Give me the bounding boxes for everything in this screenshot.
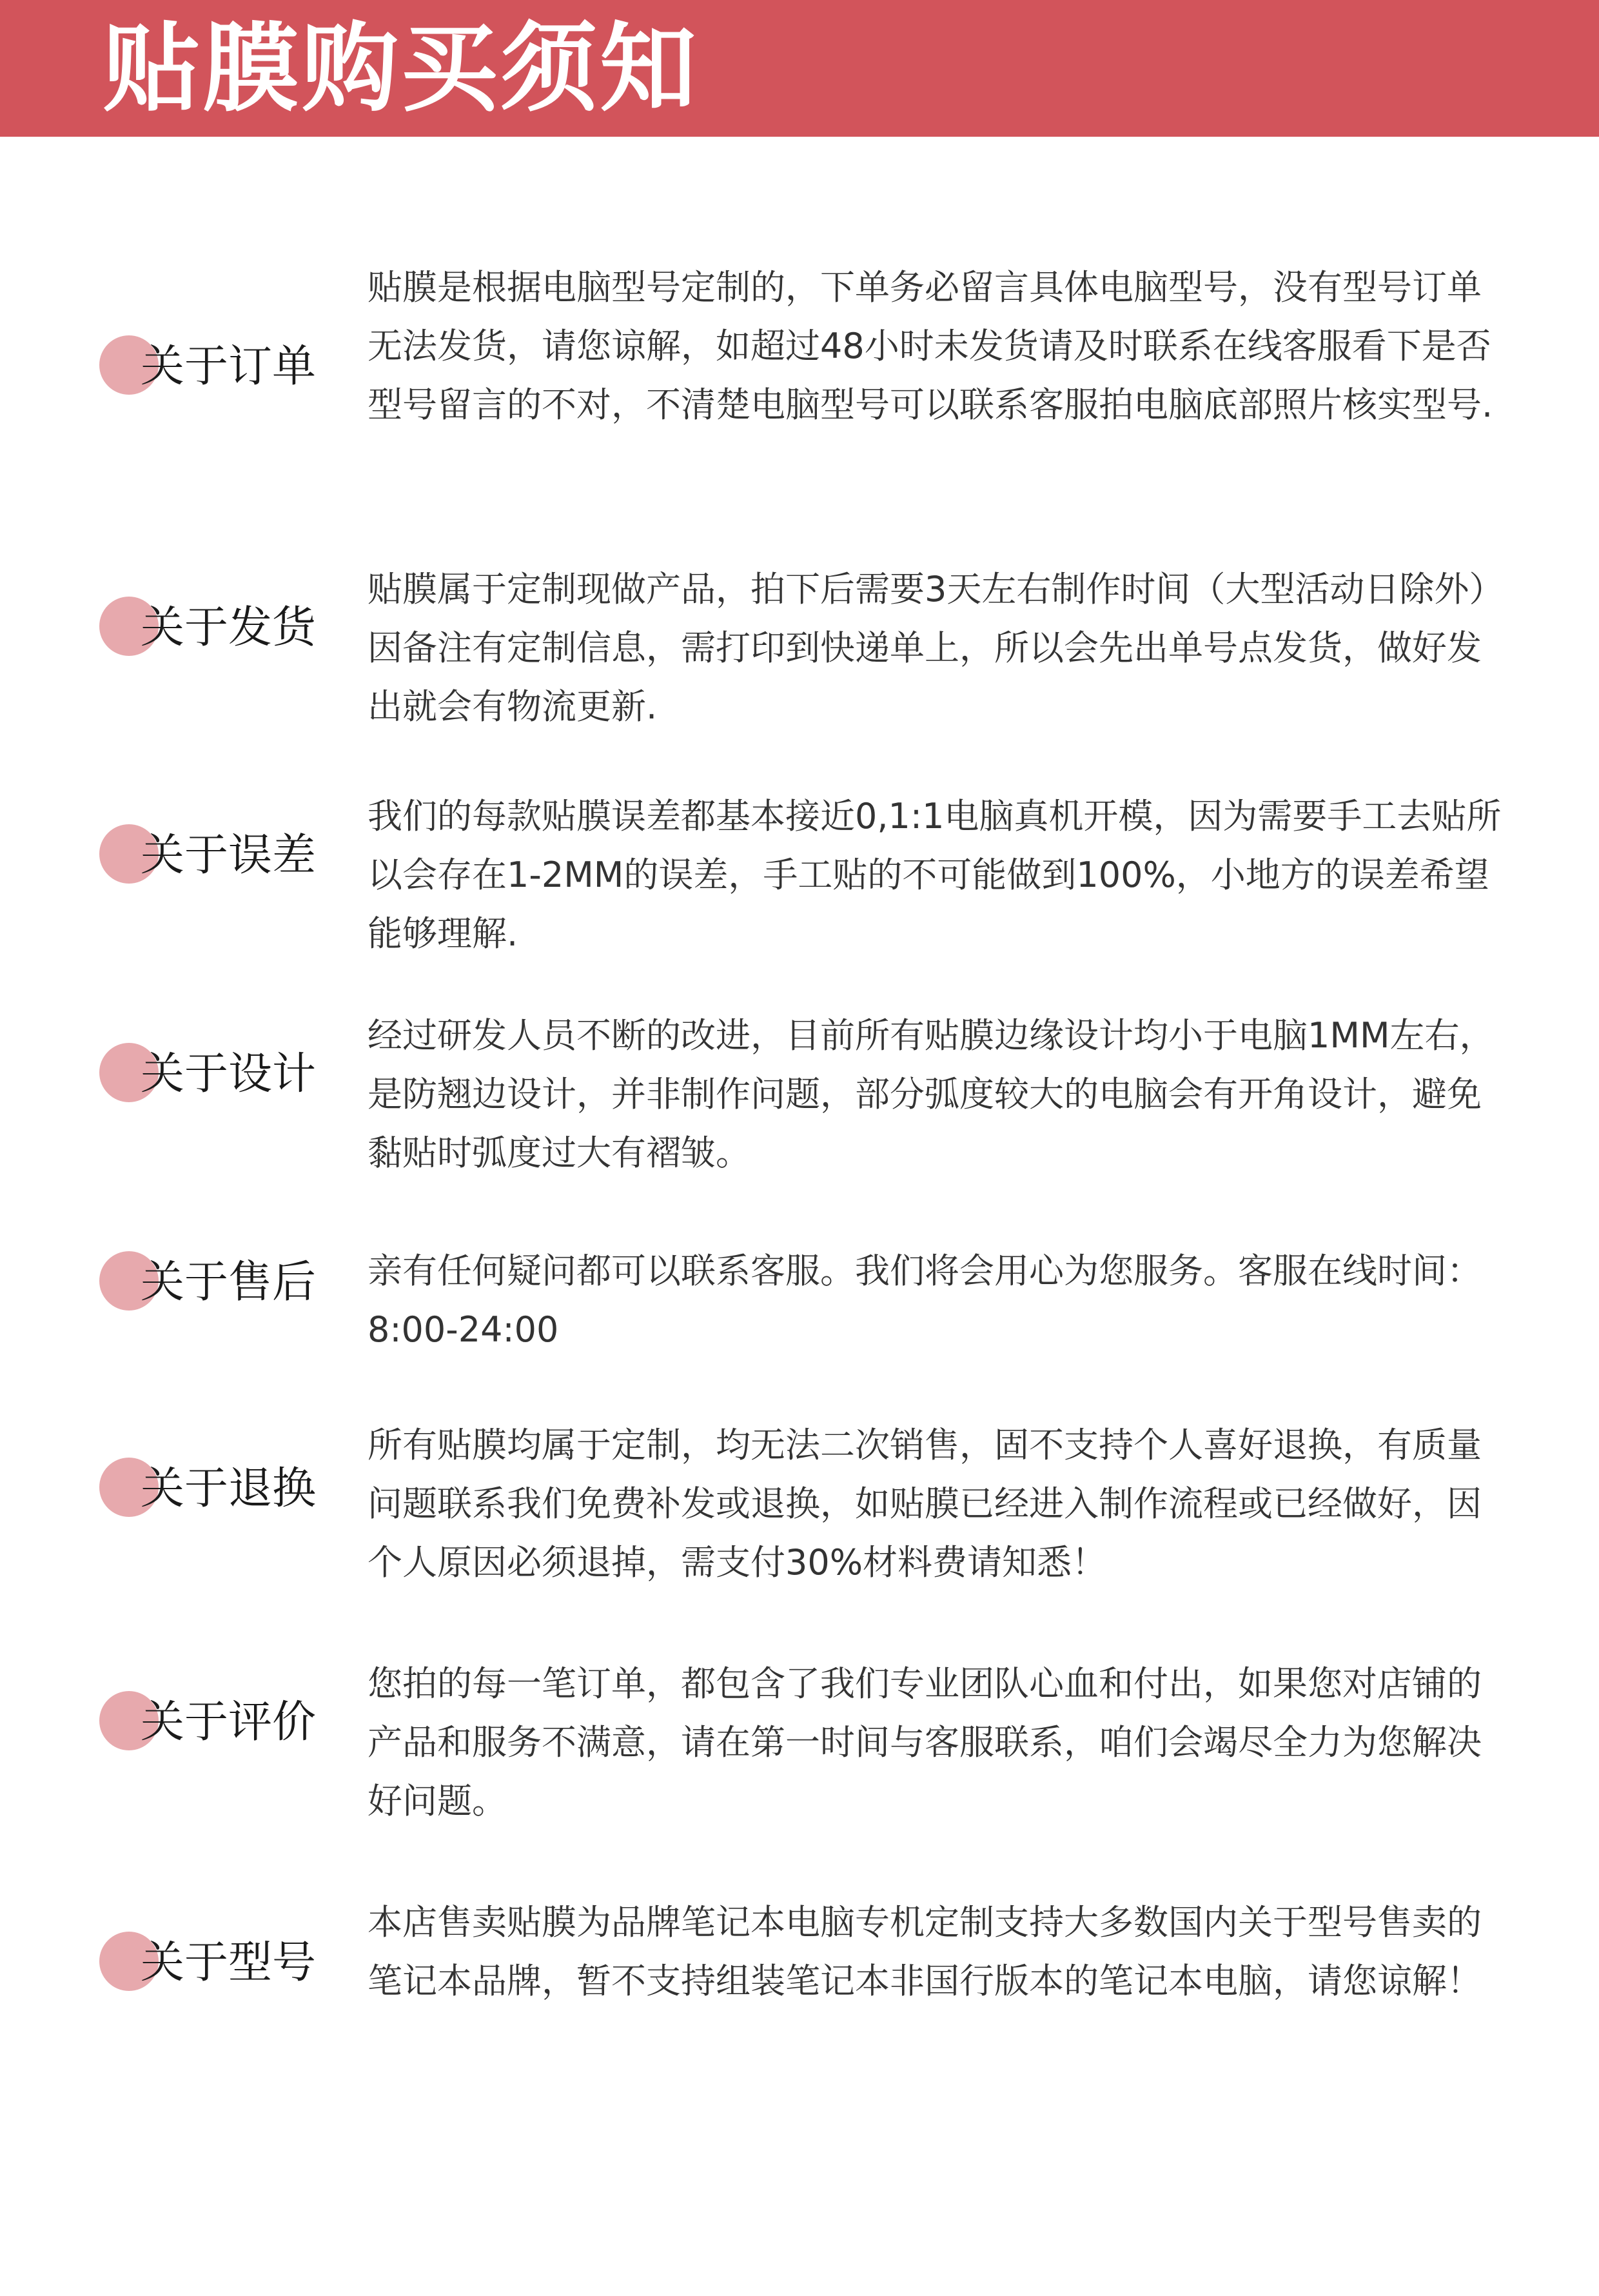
header-banner <box>0 0 1599 137</box>
section-title: 关于发货 <box>141 602 317 653</box>
section-text: 亲有任何疑问都可以联系客服。我们将会用心为您服务。客服在线时间：8:00-24:00 <box>368 1251 1482 1350</box>
section-text: 我们的每款贴膜误差都基本接近0,1:1电脑真机开模，因为需要手工去贴所以会存在1-2MM的误差，手工贴的不可能做到100%，小地方的误差希望能够理解. <box>368 796 1502 954</box>
section-title: 关于误差 <box>141 830 317 881</box>
section-title: 关于订单 <box>141 341 317 392</box>
page-title: 贴膜购买须知 <box>103 13 700 125</box>
section-label-tolerance <box>97 818 355 895</box>
section-label-models <box>97 1925 355 2003</box>
section-title: 关于型号 <box>141 1937 317 1988</box>
section-label-returns <box>97 1451 355 1529</box>
section-text: 您拍的每一笔订单，都包含了我们专业团队心血和付出，如果您对店铺的产品和服务不满意，请在第一时间与客服联系，咱们会竭尽全力为您解决好问题。 <box>368 1663 1482 1821</box>
section-text: 经过研发人员不断的改进，目前所有贴膜边缘设计均小于电脑1MM左右，是防翘边设计，并非制作问题，部分弧度较大的电脑会有开角设计，避免黏贴时弧度过大有褶皱。 <box>368 1015 1495 1173</box>
section-text: 贴膜属于定制现做产品，拍下后需要3天左右制作时间（大型活动日除外）因备注有定制信息，需打印到快递单上，所以会先出单号点发货，做好发出就会有物流更新. <box>368 569 1487 727</box>
section-title: 关于退换 <box>141 1463 317 1514</box>
section-text: 所有贴膜均属于定制，均无法二次销售，固不支持个人喜好退换，有质量问题联系我们免费补发或退换，如贴膜已经进入制作流程或已经做好，因个人原因必须退掉，需支付30%材料费请知悉！ <box>368 1425 1482 1583</box>
section-label-reviews <box>97 1685 355 1762</box>
section-text: 本店售卖贴膜为品牌笔记本电脑专机定制支持大多数国内关于型号售卖的笔记本品牌，暂不支持组装笔记本非国行版本的笔记本电脑，请您谅解！ <box>368 1902 1482 2001</box>
section-label-order <box>97 329 355 406</box>
section-label-shipping <box>97 590 355 668</box>
section-title: 关于评价 <box>141 1697 317 1748</box>
section-label-design <box>97 1036 355 1114</box>
section-title: 关于售后 <box>141 1257 317 1308</box>
section-text: 贴膜是根据电脑型号定制的，下单务必留言具体电脑型号，没有型号订单无法发货，请您谅解，如超过48小时未发货请及时联系在线客服看下是否型号留言的不对，不清楚电脑型号可以联系客服拍电脑底部照片核实型号. <box>368 267 1493 425</box>
section-label-after-sales <box>97 1245 355 1322</box>
section-title: 关于设计 <box>141 1049 317 1100</box>
